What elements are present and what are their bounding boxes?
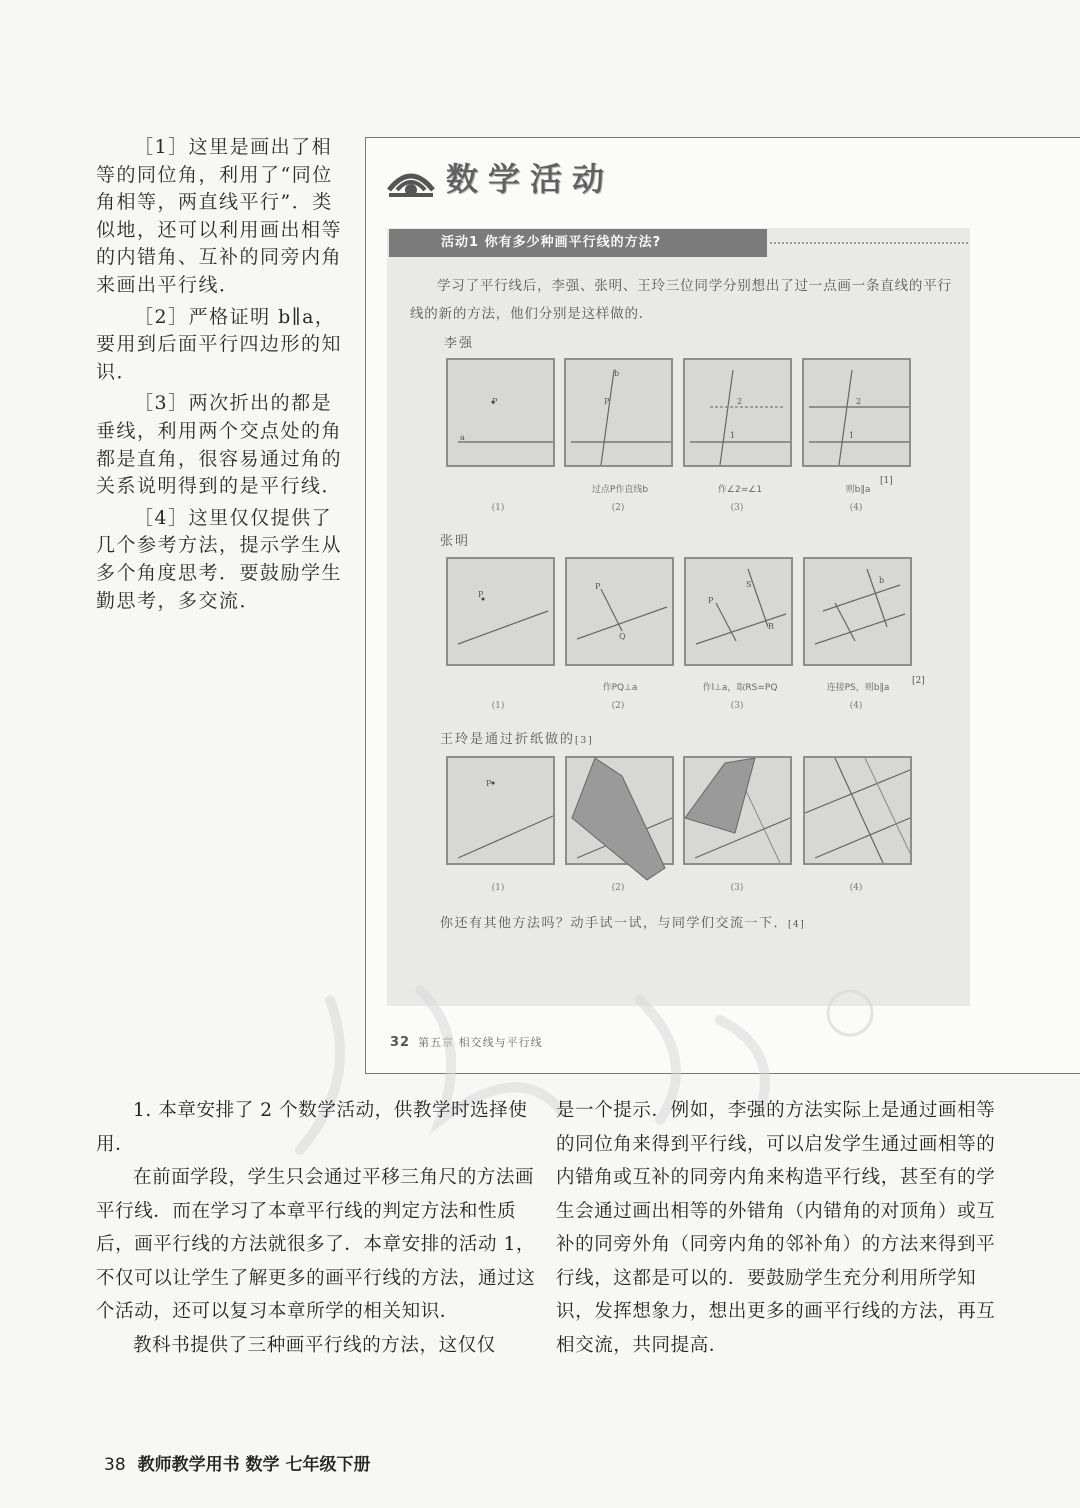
row2-caption-4: 连接PS，则b∥a — [826, 683, 890, 693]
figure-panel — [683, 358, 792, 467]
body-paragraph: 在前面学段，学生只会通过平移三角尺的方法画平行线．而在学习了本章平行线的判定方法和性质后，画平行线的方法就很多了．本章安排的活动 1，不仅可以让学生了解更多的画平行线的方法，通过这个活动，还可以复习本章所学的相关知识． — [96, 1167, 536, 1322]
figure-panel — [446, 358, 555, 467]
figure-panel — [565, 756, 674, 865]
panel-number: (4) — [849, 701, 863, 711]
embedded-chapter-title: 第五章 相交线与平行线 — [418, 1036, 543, 1049]
row1-caption-4: 则b∥a — [845, 485, 871, 495]
activity-heading: 数学活动 — [446, 160, 615, 198]
svg-text:P: P — [708, 596, 714, 605]
svg-text:Q: Q — [619, 632, 626, 641]
body-paragraph: 教科书提供了三种画平行线的方法，这仅仅 — [133, 1334, 496, 1356]
svg-text:P: P — [478, 590, 484, 599]
figure-panel — [565, 557, 674, 666]
row1-caption-3: 作∠2=∠1 — [717, 485, 763, 495]
row1-note-ref: [1] — [880, 476, 893, 486]
svg-text:2: 2 — [856, 397, 862, 406]
body-paragraph: 是一个提示．例如，李强的方法实际上是通过画相等的同位角来得到平行线，可以启发学生通过画相等的内错角或互补的同旁内角来构造平行线，甚至有的学生会通过画出相等的外错角（内错角的对顶角）或互补的同旁外角（同旁内角的邻补角）的方法来得到平行线，这都是可以的．要鼓励学生充分利用所学知识，发挥想象力，想出更多的画平行线的方法，再互相交流，共同提高． — [556, 1100, 996, 1356]
svg-text:P: P — [595, 582, 601, 591]
svg-text:S: S — [746, 580, 752, 589]
svg-text:1: 1 — [730, 431, 736, 440]
svg-text:R: R — [768, 622, 775, 631]
embedded-page-number: 32 — [390, 1035, 411, 1050]
panel-number: (2) — [611, 701, 625, 711]
panel-number: (3) — [730, 883, 744, 893]
activity-title-dots — [770, 242, 968, 244]
book-title: 教师教学用书 数学 七年级下册 — [137, 1455, 371, 1475]
note-4: ［4］这里仅仅提供了几个参考方法，提示学生从多个角度思考．要鼓励学生勤思考，多交流． — [96, 506, 343, 612]
activity-title-bar: 活动1 你有多少种画平行线的方法? — [389, 229, 767, 257]
panel-number: (1) — [491, 701, 505, 711]
person-label-wang-text: 王玲是通过折纸做的 — [440, 732, 576, 747]
figure-panel — [684, 557, 793, 666]
figure-panel — [683, 756, 792, 865]
note-1: ［1］这里是画出了相等的同位角，利用了“同位角相等，两直线平行”．类似地，还可以利用画出相等的内错角、互补的同旁内角来画出平行线． — [96, 136, 343, 296]
panel-number: (1) — [491, 883, 505, 893]
figure-panel — [446, 557, 555, 666]
activity-intro: 学习了平行线后，李强、张明、王玲三位同学分别想出了过一点画一条直线的平行线的新的方法，他们分别是这样做的． — [410, 278, 952, 322]
panel-number: (2) — [611, 503, 625, 513]
person-label-wang — [440, 728, 594, 747]
embedded-page-footer — [390, 1034, 543, 1050]
svg-text:P: P — [492, 397, 498, 406]
activity-logo-icon — [385, 160, 437, 204]
svg-text:2: 2 — [737, 397, 743, 406]
row2-caption-3: 作l⊥a，取RS=PQ — [702, 683, 778, 693]
svg-text:P: P — [604, 397, 610, 406]
person-label-zhang: 张明 — [440, 534, 471, 549]
row2-note-ref: [2] — [912, 676, 925, 686]
note-3: ［3］两次折出的都是垂线，利用两个交点处的角都是直角，很容易通过角的关系说明得到的是平行线． — [96, 392, 343, 498]
page-footer — [104, 1450, 370, 1475]
figure-panel — [803, 557, 912, 666]
svg-text:a: a — [460, 433, 465, 442]
svg-text:1: 1 — [849, 431, 855, 440]
row3-note-ref: [3] — [575, 736, 594, 746]
row4-note-ref: [4] — [788, 920, 806, 930]
svg-text:b: b — [879, 576, 885, 585]
panel-number: (3) — [730, 701, 744, 711]
figure-panel — [446, 756, 555, 865]
body-column-right — [556, 1094, 996, 1362]
svg-text:P: P — [486, 779, 492, 788]
panel-number: (2) — [611, 883, 625, 893]
figure-panel — [802, 358, 911, 467]
figure-panel — [564, 358, 673, 467]
person-label-li: 李强 — [444, 336, 475, 351]
figure-panel — [803, 756, 912, 865]
page-number: 38 — [104, 1455, 126, 1475]
panel-number: (4) — [849, 503, 863, 513]
panel-number: (1) — [491, 503, 505, 513]
svg-text:b: b — [614, 369, 620, 378]
panel-number: (3) — [730, 503, 744, 513]
margin-notes — [96, 134, 352, 619]
panel-number: (4) — [849, 883, 863, 893]
row1-caption-2: 过点P作直线b — [591, 485, 649, 495]
activity-outro-text: 你还有其他方法吗？动手试一试，与同学们交流一下． — [440, 916, 789, 931]
activity-outro — [440, 912, 805, 931]
note-2: ［2］严格证明 b∥a，要用到后面平行四边形的知识． — [96, 305, 343, 383]
row2-caption-2: 作PQ⊥a — [602, 683, 638, 693]
body-paragraph: 1. 本章安排了 2 个数学活动，供教学时选择使用． — [96, 1100, 528, 1155]
body-column-left — [96, 1094, 536, 1362]
